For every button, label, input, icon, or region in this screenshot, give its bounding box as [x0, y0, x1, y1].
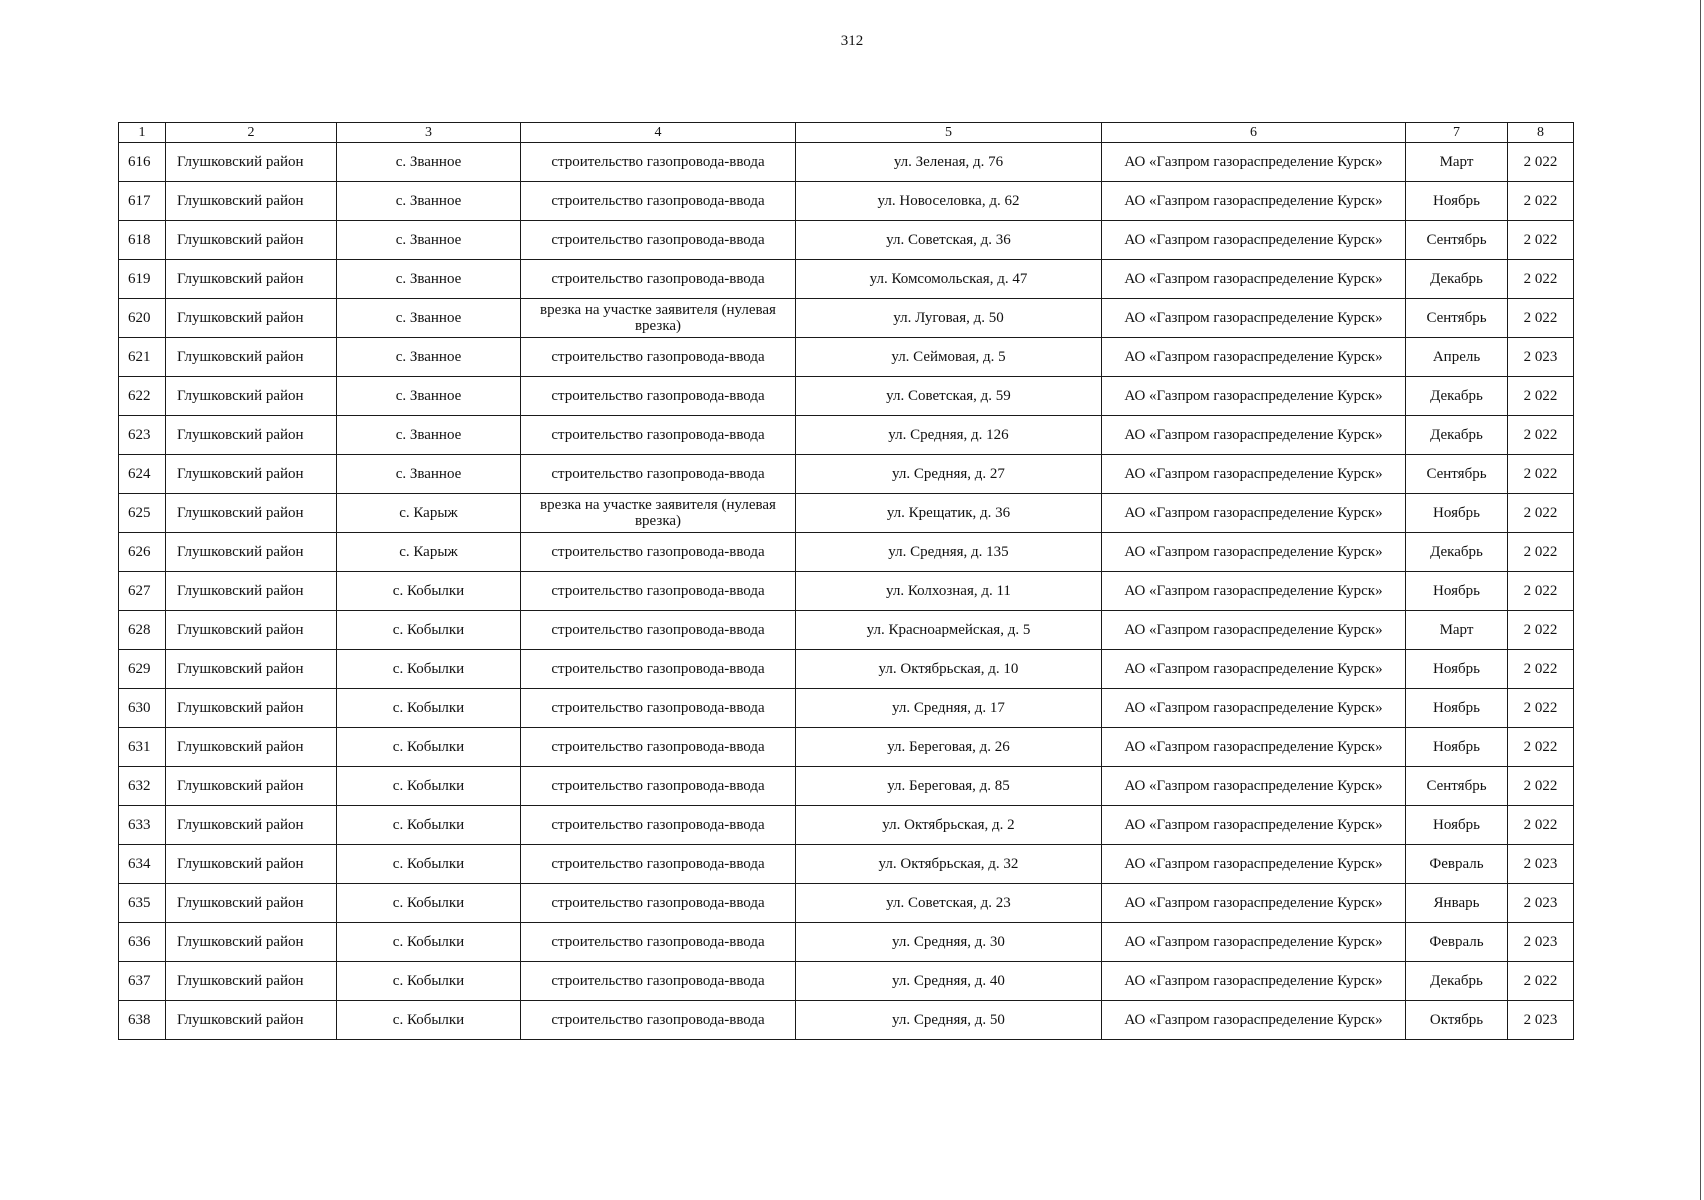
cell-organization: АО «Газпром газораспределение Курск» — [1102, 689, 1406, 728]
cell-row-number: 629 — [119, 650, 166, 689]
cell-organization: АО «Газпром газораспределение Курск» — [1102, 962, 1406, 1001]
column-header: 8 — [1508, 123, 1574, 143]
cell-month: Февраль — [1406, 845, 1508, 884]
cell-work-type: строительство газопровода-ввода — [521, 143, 796, 182]
cell-district: Глушковский район — [166, 689, 337, 728]
cell-organization: АО «Газпром газораспределение Курск» — [1102, 884, 1406, 923]
cell-year: 2 022 — [1508, 455, 1574, 494]
cell-row-number: 622 — [119, 377, 166, 416]
cell-year: 2 023 — [1508, 1001, 1574, 1040]
table-row — [119, 221, 1574, 260]
cell-month: Декабрь — [1406, 962, 1508, 1001]
cell-address: ул. Октябрьская, д. 32 — [796, 845, 1102, 884]
cell-address: ул. Октябрьская, д. 10 — [796, 650, 1102, 689]
cell-settlement: с. Званное — [337, 143, 521, 182]
cell-address: ул. Советская, д. 36 — [796, 221, 1102, 260]
cell-month: Ноябрь — [1406, 650, 1508, 689]
cell-organization: АО «Газпром газораспределение Курск» — [1102, 533, 1406, 572]
cell-work-type: строительство газопровода-ввода — [521, 455, 796, 494]
cell-row-number: 616 — [119, 143, 166, 182]
cell-work-type: строительство газопровода-ввода — [521, 650, 796, 689]
column-header: 3 — [337, 123, 521, 143]
cell-work-type: строительство газопровода-ввода — [521, 611, 796, 650]
cell-month: Октябрь — [1406, 1001, 1508, 1040]
cell-row-number: 623 — [119, 416, 166, 455]
cell-work-type: строительство газопровода-ввода — [521, 806, 796, 845]
table-row — [119, 884, 1574, 923]
cell-month: Ноябрь — [1406, 494, 1508, 533]
cell-work-type: врезка на участке заявителя (нулевая врезка) — [521, 494, 796, 533]
cell-address: ул. Береговая, д. 85 — [796, 767, 1102, 806]
cell-organization: АО «Газпром газораспределение Курск» — [1102, 1001, 1406, 1040]
cell-row-number: 634 — [119, 845, 166, 884]
cell-organization: АО «Газпром газораспределение Курск» — [1102, 455, 1406, 494]
column-header: 7 — [1406, 123, 1508, 143]
cell-settlement: с. Кобылки — [337, 728, 521, 767]
cell-row-number: 626 — [119, 533, 166, 572]
cell-month: Ноябрь — [1406, 689, 1508, 728]
cell-year: 2 023 — [1508, 338, 1574, 377]
cell-work-type: строительство газопровода-ввода — [521, 572, 796, 611]
cell-row-number: 637 — [119, 962, 166, 1001]
cell-year: 2 022 — [1508, 182, 1574, 221]
page-number: 312 — [840, 33, 864, 49]
cell-district: Глушковский район — [166, 143, 337, 182]
cell-year: 2 022 — [1508, 299, 1574, 338]
cell-work-type: строительство газопровода-ввода — [521, 416, 796, 455]
cell-district: Глушковский район — [166, 728, 337, 767]
cell-organization: АО «Газпром газораспределение Курск» — [1102, 143, 1406, 182]
cell-organization: АО «Газпром газораспределение Курск» — [1102, 494, 1406, 533]
table-row — [119, 455, 1574, 494]
cell-organization: АО «Газпром газораспределение Курск» — [1102, 416, 1406, 455]
cell-month: Март — [1406, 611, 1508, 650]
cell-address: ул. Средняя, д. 135 — [796, 533, 1102, 572]
cell-address: ул. Комсомольская, д. 47 — [796, 260, 1102, 299]
table-row — [119, 923, 1574, 962]
cell-year: 2 022 — [1508, 221, 1574, 260]
table-row — [119, 182, 1574, 221]
cell-row-number: 638 — [119, 1001, 166, 1040]
cell-organization: АО «Газпром газораспределение Курск» — [1102, 845, 1406, 884]
table-row — [119, 143, 1574, 182]
cell-address: ул. Новоселовка, д. 62 — [796, 182, 1102, 221]
table-row — [119, 494, 1574, 533]
cell-settlement: с. Карыж — [337, 533, 521, 572]
cell-organization: АО «Газпром газораспределение Курск» — [1102, 221, 1406, 260]
cell-address: ул. Средняя, д. 17 — [796, 689, 1102, 728]
table-row — [119, 689, 1574, 728]
cell-work-type: строительство газопровода-ввода — [521, 1001, 796, 1040]
cell-district: Глушковский район — [166, 884, 337, 923]
cell-organization: АО «Газпром газораспределение Курск» — [1102, 572, 1406, 611]
cell-district: Глушковский район — [166, 533, 337, 572]
cell-settlement: с. Званное — [337, 221, 521, 260]
cell-work-type: строительство газопровода-ввода — [521, 923, 796, 962]
cell-work-type: строительство газопровода-ввода — [521, 221, 796, 260]
cell-row-number: 620 — [119, 299, 166, 338]
cell-organization: АО «Газпром газораспределение Курск» — [1102, 806, 1406, 845]
cell-year: 2 022 — [1508, 611, 1574, 650]
cell-year: 2 022 — [1508, 377, 1574, 416]
cell-organization: АО «Газпром газораспределение Курск» — [1102, 260, 1406, 299]
cell-organization: АО «Газпром газораспределение Курск» — [1102, 338, 1406, 377]
cell-row-number: 627 — [119, 572, 166, 611]
cell-work-type: строительство газопровода-ввода — [521, 884, 796, 923]
table-row — [119, 377, 1574, 416]
cell-month: Сентябрь — [1406, 455, 1508, 494]
cell-work-type: строительство газопровода-ввода — [521, 182, 796, 221]
cell-row-number: 619 — [119, 260, 166, 299]
cell-month: Декабрь — [1406, 260, 1508, 299]
cell-month: Ноябрь — [1406, 806, 1508, 845]
cell-month: Январь — [1406, 884, 1508, 923]
cell-settlement: с. Званное — [337, 260, 521, 299]
cell-address: ул. Средняя, д. 30 — [796, 923, 1102, 962]
table-row — [119, 650, 1574, 689]
cell-work-type: строительство газопровода-ввода — [521, 533, 796, 572]
cell-year: 2 022 — [1508, 416, 1574, 455]
cell-row-number: 621 — [119, 338, 166, 377]
cell-work-type: строительство газопровода-ввода — [521, 338, 796, 377]
cell-address: ул. Красноармейская, д. 5 — [796, 611, 1102, 650]
cell-month: Ноябрь — [1406, 572, 1508, 611]
cell-work-type: строительство газопровода-ввода — [521, 689, 796, 728]
cell-organization: АО «Газпром газораспределение Курск» — [1102, 182, 1406, 221]
cell-year: 2 023 — [1508, 884, 1574, 923]
cell-address: ул. Зеленая, д. 76 — [796, 143, 1102, 182]
cell-district: Глушковский район — [166, 845, 337, 884]
cell-address: ул. Советская, д. 59 — [796, 377, 1102, 416]
cell-district: Глушковский район — [166, 416, 337, 455]
cell-address: ул. Октябрьская, д. 2 — [796, 806, 1102, 845]
cell-work-type: строительство газопровода-ввода — [521, 767, 796, 806]
cell-district: Глушковский район — [166, 1001, 337, 1040]
cell-district: Глушковский район — [166, 806, 337, 845]
cell-address: ул. Советская, д. 23 — [796, 884, 1102, 923]
cell-settlement: с. Кобылки — [337, 689, 521, 728]
cell-district: Глушковский район — [166, 338, 337, 377]
cell-district: Глушковский район — [166, 572, 337, 611]
cell-address: ул. Средняя, д. 40 — [796, 962, 1102, 1001]
cell-settlement: с. Кобылки — [337, 923, 521, 962]
cell-organization: АО «Газпром газораспределение Курск» — [1102, 377, 1406, 416]
cell-settlement: с. Званное — [337, 377, 521, 416]
cell-year: 2 022 — [1508, 962, 1574, 1001]
cell-settlement: с. Званное — [337, 299, 521, 338]
cell-row-number: 628 — [119, 611, 166, 650]
table-row — [119, 299, 1574, 338]
cell-address: ул. Средняя, д. 27 — [796, 455, 1102, 494]
cell-row-number: 631 — [119, 728, 166, 767]
table-row — [119, 767, 1574, 806]
cell-address: ул. Средняя, д. 126 — [796, 416, 1102, 455]
cell-year: 2 022 — [1508, 689, 1574, 728]
cell-month: Февраль — [1406, 923, 1508, 962]
table-row — [119, 962, 1574, 1001]
cell-district: Глушковский район — [166, 299, 337, 338]
cell-district: Глушковский район — [166, 260, 337, 299]
cell-row-number: 624 — [119, 455, 166, 494]
cell-organization: АО «Газпром газораспределение Курск» — [1102, 299, 1406, 338]
cell-district: Глушковский район — [166, 182, 337, 221]
cell-row-number: 632 — [119, 767, 166, 806]
cell-year: 2 023 — [1508, 923, 1574, 962]
cell-month: Ноябрь — [1406, 182, 1508, 221]
cell-address: ул. Сеймовая, д. 5 — [796, 338, 1102, 377]
cell-year: 2 022 — [1508, 767, 1574, 806]
cell-year: 2 022 — [1508, 533, 1574, 572]
cell-settlement: с. Званное — [337, 182, 521, 221]
cell-year: 2 022 — [1508, 728, 1574, 767]
cell-district: Глушковский район — [166, 611, 337, 650]
cell-row-number: 625 — [119, 494, 166, 533]
cell-year: 2 022 — [1508, 260, 1574, 299]
cell-year: 2 022 — [1508, 806, 1574, 845]
cell-work-type: строительство газопровода-ввода — [521, 260, 796, 299]
cell-work-type: строительство газопровода-ввода — [521, 377, 796, 416]
column-header: 6 — [1102, 123, 1406, 143]
cell-work-type: строительство газопровода-ввода — [521, 728, 796, 767]
cell-month: Апрель — [1406, 338, 1508, 377]
cell-settlement: с. Званное — [337, 338, 521, 377]
table-row — [119, 1001, 1574, 1040]
cell-district: Глушковский район — [166, 923, 337, 962]
table-row — [119, 260, 1574, 299]
cell-district: Глушковский район — [166, 494, 337, 533]
cell-settlement: с. Кобылки — [337, 806, 521, 845]
table-row — [119, 416, 1574, 455]
gas-connection-table — [118, 122, 1574, 1040]
cell-work-type: строительство газопровода-ввода — [521, 845, 796, 884]
cell-settlement: с. Званное — [337, 416, 521, 455]
cell-settlement: с. Кобылки — [337, 845, 521, 884]
cell-settlement: с. Карыж — [337, 494, 521, 533]
cell-settlement: с. Кобылки — [337, 572, 521, 611]
cell-row-number: 636 — [119, 923, 166, 962]
cell-month: Сентябрь — [1406, 767, 1508, 806]
cell-settlement: с. Кобылки — [337, 611, 521, 650]
cell-settlement: с. Кобылки — [337, 1001, 521, 1040]
cell-year: 2 022 — [1508, 143, 1574, 182]
cell-settlement: с. Кобылки — [337, 962, 521, 1001]
scan-edge-line — [1700, 0, 1701, 1200]
cell-month: Сентябрь — [1406, 299, 1508, 338]
cell-district: Глушковский район — [166, 221, 337, 260]
cell-row-number: 633 — [119, 806, 166, 845]
cell-row-number: 635 — [119, 884, 166, 923]
table-row — [119, 806, 1574, 845]
table-row — [119, 338, 1574, 377]
cell-year: 2 022 — [1508, 650, 1574, 689]
cell-month: Декабрь — [1406, 377, 1508, 416]
cell-work-type: строительство газопровода-ввода — [521, 962, 796, 1001]
cell-year: 2 022 — [1508, 494, 1574, 533]
cell-row-number: 618 — [119, 221, 166, 260]
cell-organization: АО «Газпром газораспределение Курск» — [1102, 923, 1406, 962]
column-header: 5 — [796, 123, 1102, 143]
table-header-row — [119, 123, 1574, 143]
cell-settlement: с. Званное — [337, 455, 521, 494]
table-row — [119, 845, 1574, 884]
cell-organization: АО «Газпром газораспределение Курск» — [1102, 728, 1406, 767]
table-row — [119, 572, 1574, 611]
cell-address: ул. Крещатик, д. 36 — [796, 494, 1102, 533]
cell-organization: АО «Газпром газораспределение Курск» — [1102, 611, 1406, 650]
cell-year: 2 022 — [1508, 572, 1574, 611]
cell-district: Глушковский район — [166, 377, 337, 416]
cell-year: 2 023 — [1508, 845, 1574, 884]
cell-work-type: врезка на участке заявителя (нулевая врезка) — [521, 299, 796, 338]
table-row — [119, 611, 1574, 650]
cell-address: ул. Колхозная, д. 11 — [796, 572, 1102, 611]
cell-district: Глушковский район — [166, 650, 337, 689]
cell-month: Ноябрь — [1406, 728, 1508, 767]
table-body — [119, 143, 1574, 1040]
cell-address: ул. Луговая, д. 50 — [796, 299, 1102, 338]
cell-month: Сентябрь — [1406, 221, 1508, 260]
column-header: 1 — [119, 123, 166, 143]
cell-settlement: с. Кобылки — [337, 884, 521, 923]
cell-address: ул. Средняя, д. 50 — [796, 1001, 1102, 1040]
cell-settlement: с. Кобылки — [337, 767, 521, 806]
table-row — [119, 728, 1574, 767]
cell-month: Декабрь — [1406, 416, 1508, 455]
table-row — [119, 533, 1574, 572]
cell-organization: АО «Газпром газораспределение Курск» — [1102, 767, 1406, 806]
cell-settlement: с. Кобылки — [337, 650, 521, 689]
cell-district: Глушковский район — [166, 767, 337, 806]
cell-district: Глушковский район — [166, 455, 337, 494]
cell-district: Глушковский район — [166, 962, 337, 1001]
cell-month: Декабрь — [1406, 533, 1508, 572]
cell-address: ул. Береговая, д. 26 — [796, 728, 1102, 767]
cell-organization: АО «Газпром газораспределение Курск» — [1102, 650, 1406, 689]
cell-row-number: 617 — [119, 182, 166, 221]
cell-month: Март — [1406, 143, 1508, 182]
cell-row-number: 630 — [119, 689, 166, 728]
column-header: 2 — [166, 123, 337, 143]
column-header: 4 — [521, 123, 796, 143]
